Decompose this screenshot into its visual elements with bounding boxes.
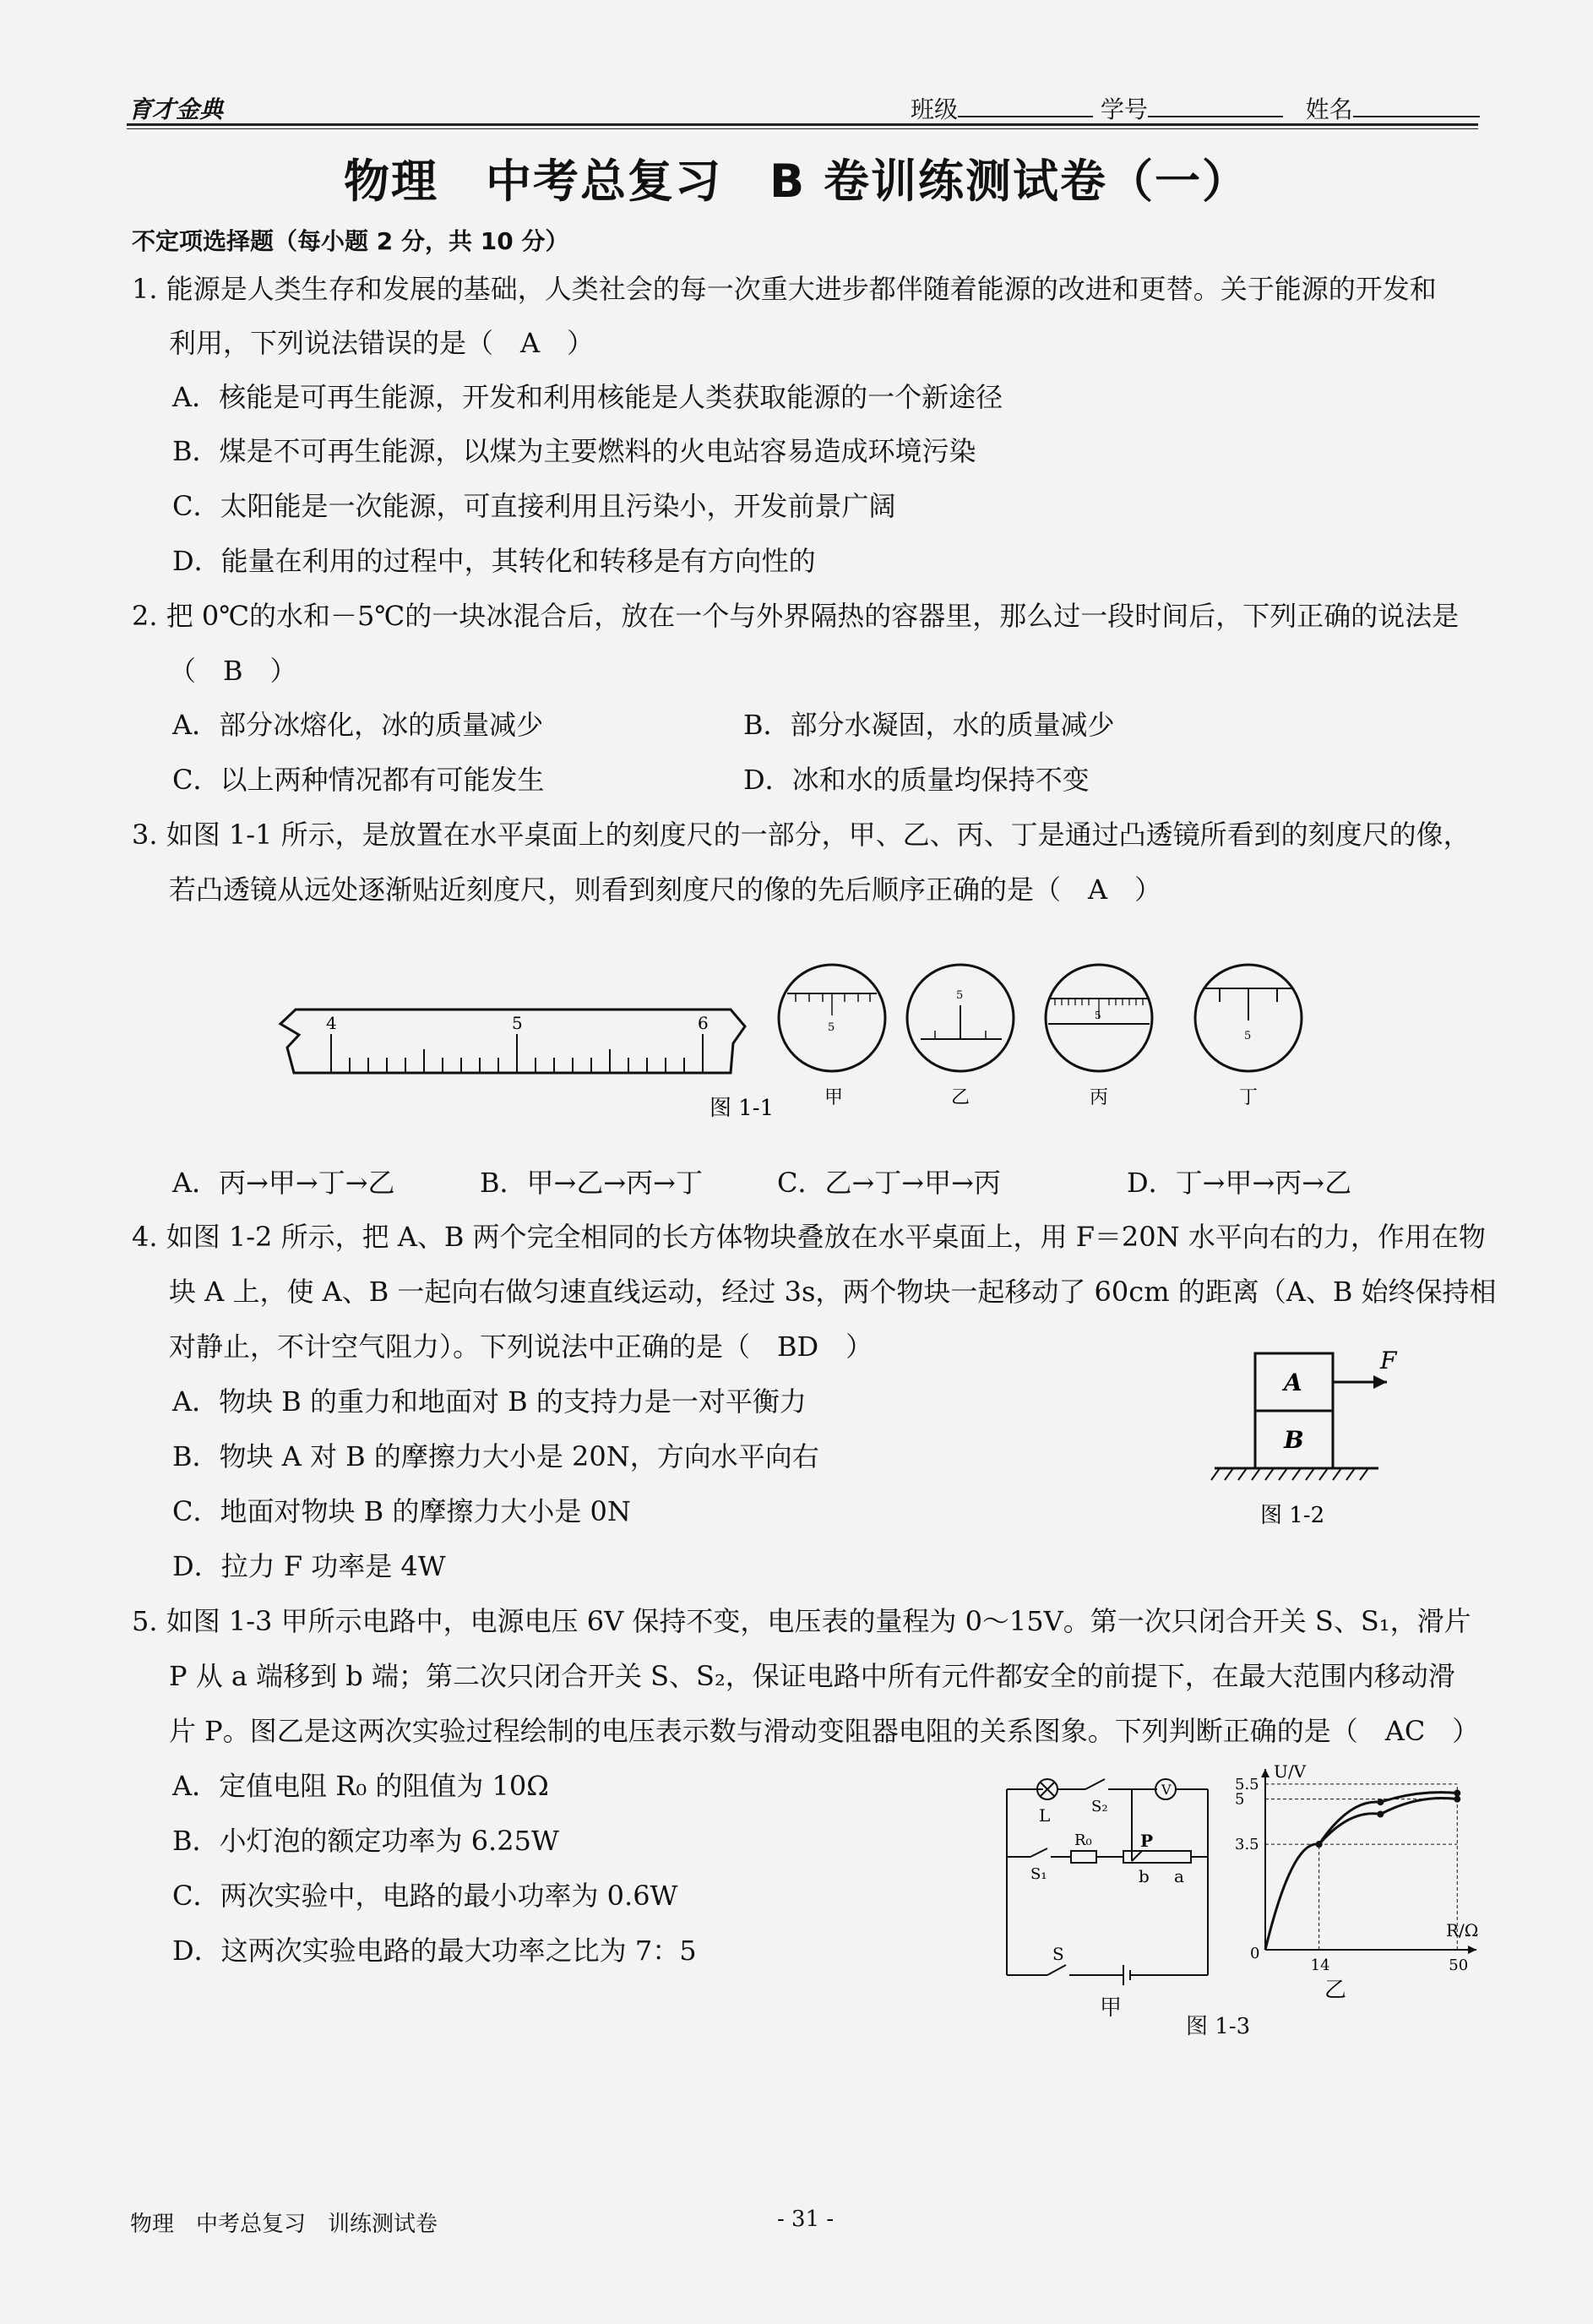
lens-bing bbox=[1046, 965, 1152, 1071]
force-arrow-head bbox=[1373, 1375, 1387, 1389]
lamp-label: L bbox=[1039, 1805, 1051, 1826]
ruler-tick-label-5: 5 bbox=[512, 1013, 523, 1033]
q5-option-a: A．定值电阻 R₀ 的阻值为 10Ω bbox=[172, 1770, 549, 1802]
q4-option-d: D．拉力 F 功率是 4W bbox=[172, 1550, 446, 1582]
lens-label-bing: 丙 bbox=[1090, 1087, 1109, 1108]
lens-yi bbox=[907, 965, 1014, 1071]
q5-option-b: B．小灯泡的额定功率为 6.25W bbox=[172, 1825, 559, 1857]
s-label: S bbox=[1052, 1944, 1064, 1964]
q4-stem-3: 对静止，不计空气阻力）。下列说法中正确的是（ BD ） bbox=[169, 1331, 873, 1363]
p-label: P bbox=[1140, 1831, 1154, 1851]
y-axis-arrow bbox=[1261, 1769, 1270, 1777]
series-upper-point-1 bbox=[1377, 1799, 1384, 1805]
header-rule-thin bbox=[127, 128, 1478, 129]
figure-1-2-caption: 图 1-2 bbox=[1260, 1503, 1325, 1528]
student-info bbox=[911, 91, 1480, 125]
q5-stem-3: 片 P。图乙是这两次实验过程绘制的电压表示数与滑动变阻器电阻的关系图象。下列判断正确的是（ AC ） bbox=[169, 1715, 1480, 1747]
lens-jia bbox=[779, 965, 885, 1071]
brand: 育才金典 bbox=[128, 95, 224, 123]
y-tick-label-1: 5 bbox=[1235, 1790, 1245, 1809]
y-axis-label: U/V bbox=[1274, 1761, 1307, 1782]
q4-option-a: A．物块 B 的重力和地面对 B 的支持力是一对平衡力 bbox=[172, 1385, 807, 1418]
q3-stem-2: 若凸透镜从远处逐渐贴近刻度尺，则看到刻度尺的像的先后顺序正确的是（ A ） bbox=[169, 874, 1162, 906]
x-axis-label: R/Ω bbox=[1446, 1920, 1479, 1940]
q1-option-d: D．能量在利用的过程中，其转化和转移是有方向性的 bbox=[172, 545, 816, 577]
q1-option-c: C．太阳能是一次能源，可直接利用且污染小，开发前景广阔 bbox=[172, 490, 896, 522]
figure-1-3-caption: 图 1-3 bbox=[1186, 2014, 1251, 2039]
circuit-diagram bbox=[997, 1764, 1233, 1992]
name-label: 姓名 bbox=[1305, 95, 1353, 123]
q1-stem-1: 1. 能源是人类生存和发展的基础，人类社会的每一次重大进步都伴随着能源的改进和更替。关于能源的开发和 bbox=[132, 273, 1437, 305]
q3-stem-1: 3. 如图 1-1 所示，是放置在水平桌面上的刻度尺的一部分，甲、乙、丙、丁是通过凸透镜所看到的刻度尺的像， bbox=[132, 819, 1471, 851]
q4-option-b: B．物块 A 对 B 的摩擦力大小是 20N，方向水平向右 bbox=[172, 1440, 819, 1472]
circuit-label-jia: 甲 bbox=[1100, 1995, 1123, 2021]
b-label: b bbox=[1139, 1866, 1150, 1886]
q2-option-d: D．冰和水的质量均保持不变 bbox=[743, 764, 1090, 796]
q2-option-b: B．部分水凝固，水的质量减少 bbox=[743, 709, 1115, 741]
a-label: a bbox=[1174, 1866, 1184, 1886]
voltmeter-label: V bbox=[1161, 1782, 1172, 1798]
q4-stem-2: 块 A 上，使 A、B 一起向右做匀速直线运动，经过 3s，两个物块一起移动了 60cm 的距离（A、B 始终保持相 bbox=[169, 1276, 1497, 1308]
series-lower-point-3 bbox=[1454, 1796, 1460, 1803]
q3-option-a: A．丙→甲→丁→乙 bbox=[172, 1167, 395, 1199]
ruler-ticks bbox=[331, 1034, 703, 1073]
id-field[interactable] bbox=[1148, 92, 1283, 117]
q2-stem-1: 2. 把 0℃的水和－5℃的一块冰混合后，放在一个与外界隔热的容器里，那么过一段时间后，下列正确的说法是 bbox=[132, 600, 1460, 632]
q1-option-b: B．煤是不可再生能源，以煤为主要燃料的火电站容易造成环境污染 bbox=[172, 435, 976, 467]
resistor-r0 bbox=[1071, 1851, 1096, 1863]
q5-stem-1: 5. 如图 1-3 甲所示电路中，电源电压 6V 保持不变，电压表的量程为 0～15V。第一次只闭合开关 S、S₁，滑片 bbox=[132, 1605, 1471, 1637]
origin-label: 0 bbox=[1250, 1945, 1260, 1962]
u-r-graph bbox=[1223, 1755, 1493, 2000]
page-number: - 31 - bbox=[777, 2207, 835, 2232]
rheostat bbox=[1123, 1851, 1191, 1863]
name-field[interactable] bbox=[1353, 92, 1480, 117]
header-rule bbox=[127, 123, 1478, 126]
lens-bing-tick: 5 bbox=[1095, 1010, 1101, 1021]
ground-hatch bbox=[1211, 1468, 1368, 1480]
block-b-label: B bbox=[1284, 1426, 1304, 1454]
switch-s bbox=[1047, 1965, 1066, 1975]
q3-option-c: C．乙→丁→甲→丙 bbox=[777, 1167, 1001, 1199]
switch-s2 bbox=[1085, 1779, 1105, 1789]
lens-jia-tick: 5 bbox=[828, 1021, 835, 1034]
section-heading: 不定项选择题（每小题 2 分，共 10 分） bbox=[132, 227, 569, 255]
r0-label: R₀ bbox=[1074, 1831, 1092, 1849]
id-label: 学号 bbox=[1100, 95, 1148, 123]
figure-1-1-caption: 图 1-1 bbox=[710, 1096, 775, 1121]
series-upper-point-2 bbox=[1454, 1790, 1460, 1797]
force-label: F bbox=[1380, 1347, 1397, 1374]
y-tick-label-2: 5.5 bbox=[1235, 1775, 1259, 1793]
q2-stem-2: （ B ） bbox=[169, 655, 297, 687]
x-tick-label-1: 50 bbox=[1449, 1957, 1469, 1974]
lens-label-yi: 乙 bbox=[951, 1087, 970, 1108]
q5-option-d: D．这两次实验电路的最大功率之比为 7：5 bbox=[172, 1935, 697, 1967]
q2-option-a: A．部分冰熔化，冰的质量减少 bbox=[172, 709, 544, 741]
lens-yi-tick: 5 bbox=[956, 989, 964, 1002]
q3-option-d: D．丁→甲→丙→乙 bbox=[1127, 1167, 1352, 1199]
s1-label: S₁ bbox=[1030, 1865, 1047, 1883]
series-lower-point-2 bbox=[1377, 1811, 1384, 1818]
q2-option-c: C．以上两种情况都有可能发生 bbox=[172, 764, 545, 796]
lens-label-jia: 甲 bbox=[824, 1087, 844, 1108]
s2-label: S₂ bbox=[1091, 1798, 1108, 1815]
q5-option-c: C．两次实验中，电路的最小功率为 0.6W bbox=[172, 1880, 678, 1912]
figure-1-1 bbox=[270, 946, 1351, 1149]
q5-stem-2: P 从 a 端移到 b 端；第二次只闭合开关 S、S₂，保证电路中所有元件都安全的前提下，在最大范围内移动滑 bbox=[169, 1660, 1455, 1692]
q4-stem-1: 4. 如图 1-2 所示，把 A、B 两个完全相同的长方体物块叠放在水平桌面上，用 F＝20N 水平向右的力，作用在物 bbox=[132, 1221, 1486, 1253]
q3-option-b: B．甲→乙→丙→丁 bbox=[480, 1167, 703, 1199]
lens-ding bbox=[1195, 965, 1302, 1071]
series-lower-line bbox=[1265, 1798, 1457, 1950]
series-upper-point-0 bbox=[1316, 1841, 1323, 1848]
q1-stem-2: 利用，下列说法错误的是（ A ） bbox=[169, 327, 595, 359]
block-a-label: A bbox=[1284, 1369, 1302, 1396]
series-upper-line bbox=[1319, 1793, 1458, 1844]
lens-ding-tick: 5 bbox=[1244, 1030, 1252, 1042]
graph-caption: 乙 bbox=[1324, 1978, 1347, 2000]
ruler-tick-label-6: 6 bbox=[698, 1013, 709, 1033]
footer-left: 物理 中考总复习 训练测试卷 bbox=[130, 2212, 438, 2237]
x-axis-arrow bbox=[1468, 1946, 1476, 1954]
q4-option-c: C．地面对物块 B 的摩擦力大小是 0N bbox=[172, 1495, 631, 1527]
class-field[interactable] bbox=[958, 92, 1093, 117]
lens-label-ding: 丁 bbox=[1239, 1087, 1259, 1108]
figure-1-2 bbox=[1199, 1343, 1402, 1538]
x-tick-label-0: 14 bbox=[1310, 1957, 1330, 1974]
y-tick-label-0: 3.5 bbox=[1235, 1836, 1259, 1854]
q1-option-a: A．核能是可再生能源，开发和利用核能是人类获取能源的一个新途径 bbox=[172, 381, 1003, 413]
switch-s1 bbox=[1030, 1848, 1047, 1857]
ruler-tick-label-4: 4 bbox=[326, 1013, 337, 1033]
page-title: 物理 中考总复习 B 卷训练测试卷（一） bbox=[344, 155, 1249, 208]
class-label: 班级 bbox=[911, 95, 959, 123]
